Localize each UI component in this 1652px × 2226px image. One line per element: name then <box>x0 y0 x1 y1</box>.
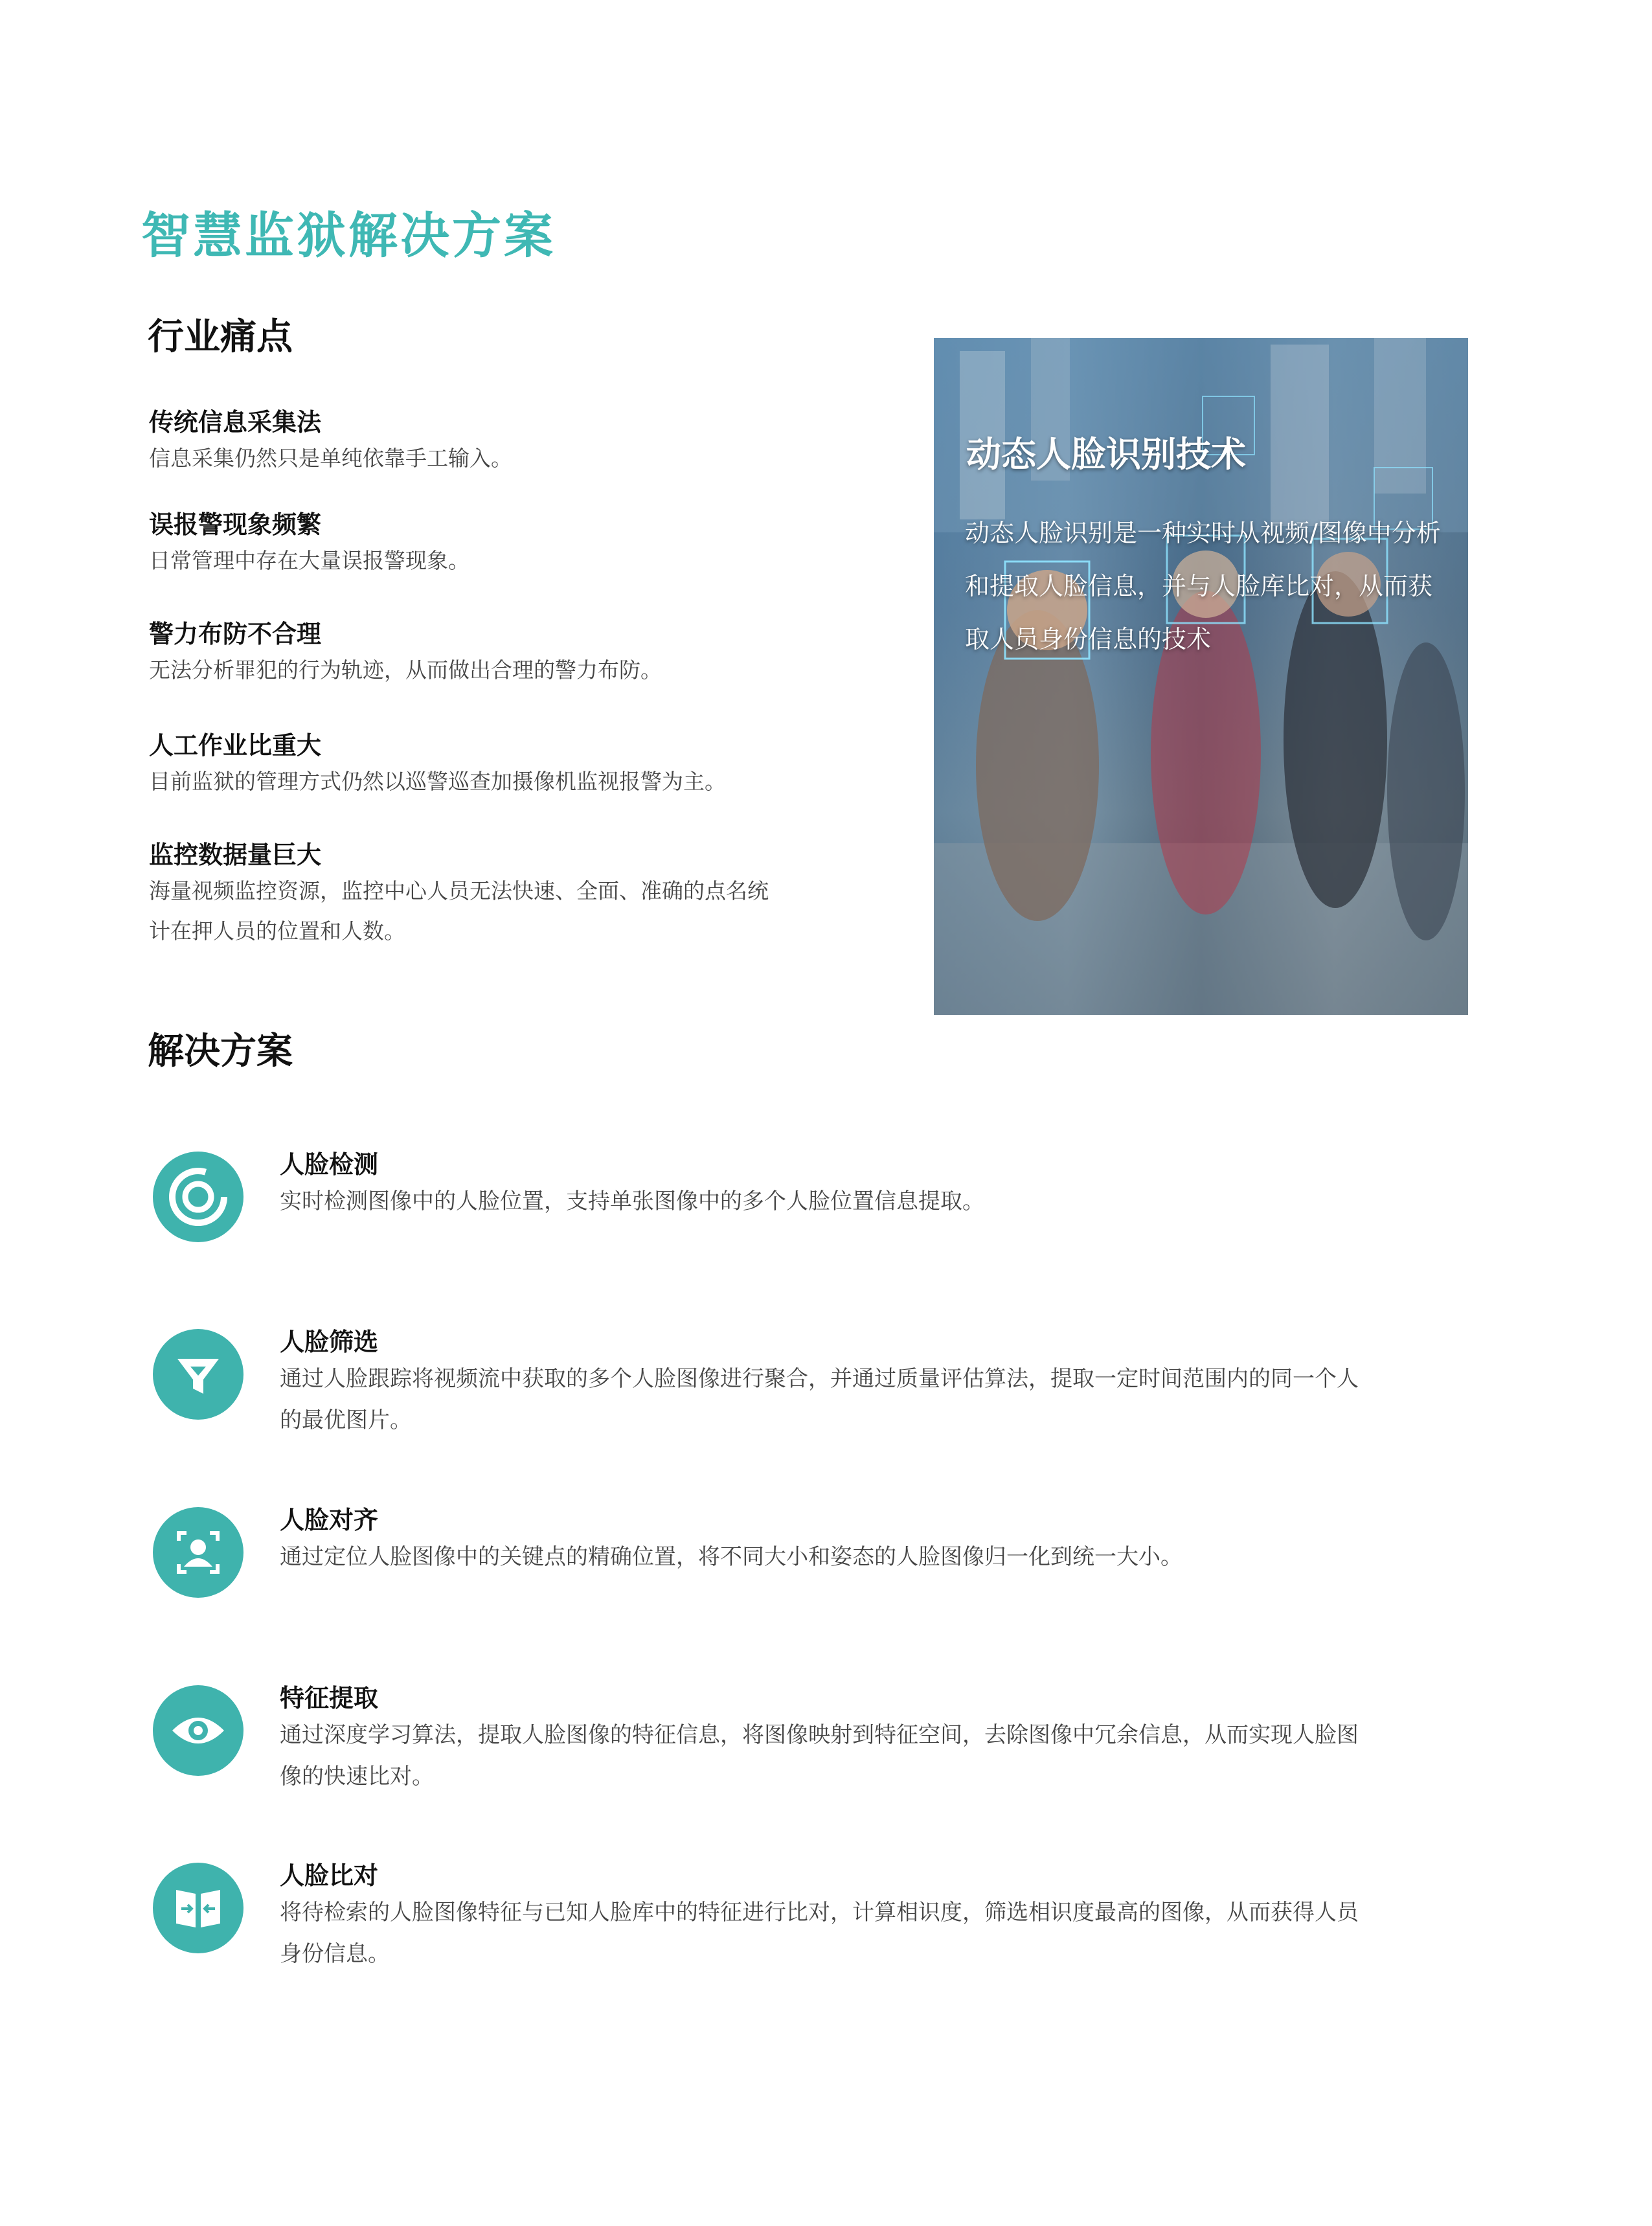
pain-section-title: 行业痛点 <box>148 316 293 358</box>
solution-item-desc: 通过定位人脸图像中的关键点的精确位置，将不同大小和姿态的人脸图像归一化到统一大小。 <box>280 1544 1182 1571</box>
pain-item <box>149 839 784 951</box>
face-recognition-hero-image <box>934 338 1468 1015</box>
solution-item-title: 人脸对齐 <box>280 1506 379 1534</box>
solution-item-desc: 将待检索的人脸图像特征与已知人脸库中的特征进行比对，计算相识度，筛选相识度最高的图像，从而获得人员身份信息。 <box>280 1900 1359 1968</box>
solution-item-title: 人脸筛选 <box>280 1328 379 1356</box>
pain-item-desc: 海量视频监控资源，监控中心人员无法快速、全面、准确的点名统计在押人员的位置和人数。 <box>149 878 769 944</box>
page-title: 智慧监狱解决方案 <box>141 207 556 264</box>
solution-item-title: 人脸检测 <box>280 1150 379 1179</box>
pain-item-title: 人工作业比重大 <box>149 731 322 760</box>
pain-item-desc: 信息采集仍然只是单纯依靠手工输入。 <box>149 446 512 471</box>
pain-item <box>149 619 797 690</box>
hero-description: 动态人脸识别是一种实时从视频/图像中分析和提取人脸信息，并与人脸库比对，从而获取人员身份信息的技术 <box>965 519 1441 653</box>
face-frame-icon <box>153 1507 243 1598</box>
pain-item-desc: 日常管理中存在大量误报警现象。 <box>149 548 470 574</box>
pain-item-desc: 无法分析罪犯的行为轨迹，从而做出合理的警力布防。 <box>149 657 662 683</box>
solution-item-desc: 通过深度学习算法，提取人脸图像的特征信息，将图像映射到特征空间，去除图像中冗余信息，从而实现人脸图像的快速比对。 <box>280 1722 1359 1790</box>
pain-item <box>149 407 797 479</box>
solution-item-title: 特征提取 <box>280 1684 379 1712</box>
solution-item-desc: 通过人脸跟踪将视频流中获取的多个人脸图像进行聚合，并通过质量评估算法，提取一定时间范围内的同一个人的最优图片。 <box>280 1366 1359 1434</box>
solution-section-title: 解决方案 <box>148 1030 293 1073</box>
pain-item-desc: 目前监狱的管理方式仍然以巡警巡查加摄像机监视报警为主。 <box>149 769 726 795</box>
solution-item-title: 人脸比对 <box>280 1861 379 1890</box>
pain-item <box>149 730 797 802</box>
pain-item-title: 警力布防不合理 <box>149 620 322 648</box>
compare-arrows-icon <box>153 1863 243 1953</box>
funnel-filter-icon <box>153 1329 243 1420</box>
target-ring-icon <box>153 1152 243 1242</box>
hero-title: 动态人脸识别技术 <box>966 434 1246 475</box>
solution-item-desc: 实时检测图像中的人脸位置，支持单张图像中的多个人脸位置信息提取。 <box>280 1188 984 1215</box>
eye-icon <box>153 1685 243 1776</box>
pain-item-title: 传统信息采集法 <box>149 408 322 437</box>
pain-item <box>149 509 797 581</box>
pain-item-title: 监控数据量巨大 <box>149 841 322 869</box>
pain-item-title: 误报警现象频繁 <box>149 510 322 539</box>
